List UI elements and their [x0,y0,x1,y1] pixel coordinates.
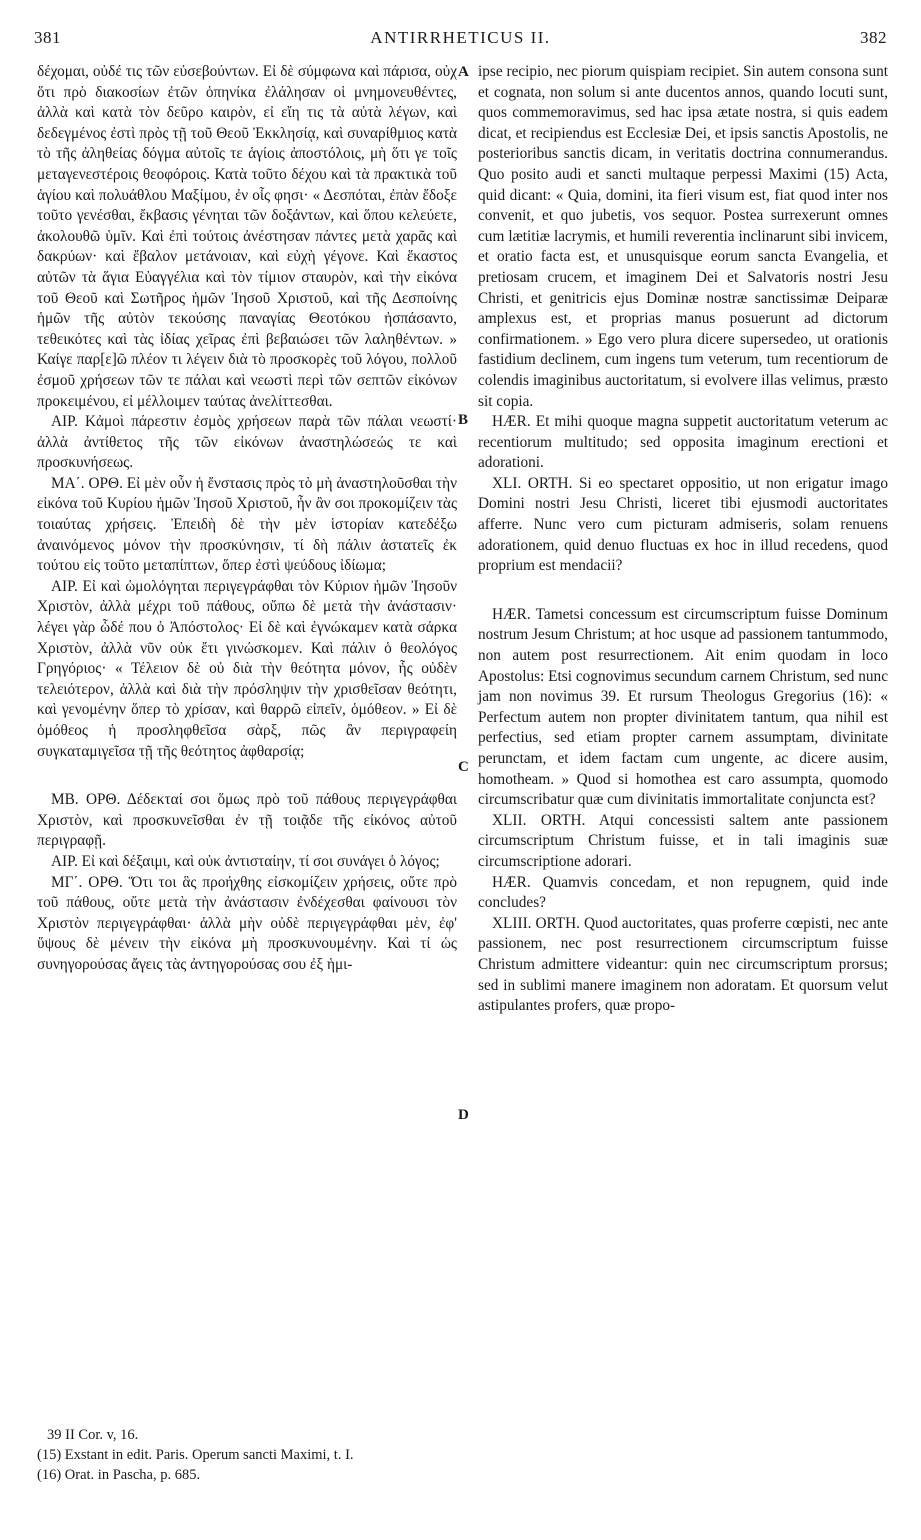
latin-paragraph: HÆR. Quamvis concedam, et non repugnem, quid inde concludes? [478,873,888,912]
greek-column [37,62,457,976]
greek-paragraph: ΑΙΡ. Εἰ καὶ ὡμολόγηται περιγεγράφθαι τὸν Κύριον ἡμῶν Ἰησοῦν Χριστὸν, ἀλλὰ μέχρι τοῦ πάθους, οὔπω δὲ μετὰ τὴν ἀνάστασιν· λέγει γὰρ ὧδέ που ὁ Ἀπόστολος· Εἰ δὲ καὶ ἐγνώκαμεν κατὰ σάρκα Χριστὸν, ἀλλὰ νῦν οὐκ ἔτι γινώσκομεν. Καὶ πάλιν ὁ θεολόγος Γρηγόριος· « Τέλειον δὲ οὐ διὰ τὴν θεότητα μόνον, ἧς οὐδὲν τελειότερον, ἀλλὰ καὶ διὰ τὴν πρόσληψιν τὴν χρισθεῖσαν θεότητι, καὶ γενομένην ὅπερ τὸ χρίσαν, καὶ θαρρῶ εἰπεῖν, ὁμόθεον. » Εἰ δὲ ὁμόθεος ἡ προσληφθεῖσα σὰρξ, πῶς ἂν περιγραφείη συγκαταμιγεῖσα τῇ τῆς θεότητος ἀφθαρσίᾳ; [37,577,457,760]
greek-paragraph: ΜΓ΄. ΟΡΘ. Ὅτι τοι ἃς προήχθης εἰσκομίζειν χρήσεις, οὔτε πρὸ τοῦ πάθους, οὔτε μετὰ τὴν ἀνάστασιν ἐνδέχεσθαι φαίνουσι τὸν Χριστὸν περιγεγράφθαι· ἀλλὰ μὴν οὐδὲ περιγεγράφθαι μὲν, ἐφ' ὕψους δὲ μένειν τὴν εἰκόνα μὴ προσκυνουμένην. Καὶ τί ὡς συνηγορούσας ἄγεις τὰς ἀντηγορούσας σου ἐξ ἡμι- [37,873,457,973]
greek-paragraph: ΜΒ. ΟΡΘ. Δέδεκταί σοι ὅμως πρὸ τοῦ πάθους περιγεγράφθαι Χριστὸν, καὶ προσκυνεῖσθαι ἐν τῇ τοιᾷδε τῆς εἰκόνος αὐτοῦ περιγραφῇ. [37,791,457,850]
greek-paragraph: ΑΙΡ. Εἰ καὶ δέξαιμι, καὶ οὐκ ἀντισταίην, τί σοι συνάγει ὁ λόγος; [51,852,440,870]
greek-paragraph: δέχομαι, οὐδέ τις τῶν εὐσεβούντων. Εἰ δὲ σύμφωνα καὶ πάρισα, οὐχ ὅτι πρὸ διακοσίων ἐτῶν ὁπηνίκα ἐλάλησαν οἱ μνημονευθέντες, ἀλλὰ καὶ κατὰ τὸν δεῦρο καιρὸν, εἰ εἴη τις τὰ αὐτὰ λέγων, καὶ δεδεγμένος ἐστὶ πρὸς τῇ τοῦ Θεοῦ Ἐκκλησίᾳ, καὶ συναρίθμιος κατὰ τὸ τῆς ἀληθείας δόγμα αὐτοῖς τε ἁγίοις ἀποστόλοις, μὴ ὅτι γε τοῖς μεταγενεστέροις θεοφόροις. Κατὰ τοῦτο δέχου καὶ τὰ πρακτικὰ τοῦ ἁγίου καὶ πολυάθλου Μαξίμου, ἐν οἷς φησι· « Δεσπόται, ἐπὰν ἔδοξε τοῦτο γενέσθαι, ἔκβασις γένηται τῶν δοξάντων, καὶ ὅπου κελεύετε, ἀκολουθῶ ὑμῖν. Καὶ ἐπὶ τούτοις ἀνέστησαν πάντες μετὰ χαρᾶς καὶ δακρύων· καὶ ἔβαλον μετάνοιαν, καὶ εὐχὴ γέγονε. Καὶ ἕκαστος αὐτῶν τὰ ἅγια Εὐαγγέλια καὶ τὸν τίμιον σταυρὸν, καὶ τὴν εἰκόνα τοῦ Θεοῦ καὶ Σωτῆρος ἡμῶν Ἰησοῦ Χριστοῦ, καὶ τῆς Δεσποίνης ἡμῶν τῆς αὐτὸν τεκούσης παναγίας Θεοτόκου ἠσπάσαντο, τεθεικότες καὶ τὰς ἰδίας χεῖρας ἐπὶ βεβαιώσει τῶν λαληθέντων. » Καίγε παρ[ε]ῶ πλέον τι λέγειν διὰ τὸ προσκορὲς τοῦ λόγου, πολλοῦ ἐσμοῦ χρήσεων τῶν τε πάλαι καὶ νεωστὶ περὶ τῶν σεπτῶν εἰκόνων προκειμένου, εἰ μέλλοιμεν ταύτας ἀνελίττεσθαι. [37,63,457,410]
latin-paragraph: HÆR. Tametsi concessum est circumscriptum fuisse Dominum nostrum Jesum Christum; at hoc usque ad passionem tantummodo, non autem post resurrectionem. Ait enim quodam in loco Apostolus: Etsi cognovimus secundum carnem Christum, sed nunc jam non novimus 39. Et rursum Theologus Gregorius (16): « Perfectum autem non propter divinitatem tantum, qua nihil est perfectius, sed etiam propter carnem assumptam, divinitate perunctam, et idem factam cum ungente, ac dicere ausim, homotheam. » Quod si homothea est caro assumpta, quomodo circumscribatur quæ cum divinitatis immortalitate conjuncta est? [478,605,888,809]
latin-column [478,62,888,1017]
latin-paragraph: HÆR. Et mihi quoque magna suppetit auctoritatum veterum ac recentiorum multitudo; sed opposita imaginum erectioni et adorationi. [478,413,888,472]
latin-paragraph: XLIII. ORTH. Quod auctoritates, quas proferre cœpisti, nec ante passionem, nec post resurrectionem circumscriptum fuisse Christum admittere videantur: quin nec circumscriptum prorsus; sed in sublimi manere imaginem non adoratam. Et quorsum velut astipulantes profers, quæ propo- [478,914,888,1015]
footnotes [37,1425,354,1485]
latin-paragraph: ipse recipio, nec piorum quispiam recipiet. Sin autem consona sunt et cognata, non solum si ante ducentos annos, quando locuti sunt, quos commemoravimus, sed hac ipsa ætate nostra, si quis eadem dicat, et recipiendus est Ecclesiæ Dei, et ipsis sanctis Apostolis, ne posterioribus sanctis dicam, in veritatis doctrina connumerandus. Quo posito audi et sancti multaque perpessi Maximi (15) Acta, quid dicant: « Quia, domini, ita fieri visum est, fiat quod inter nos convenit, et quo jubetis, vos sequor. Postea surrexerunt omnes cum lætitiæ lacrymis, et humili reverentia inclinarunt sibi invicem, et oratio facta est, et unusquisque eorum sancta Evangelia, et pretiosam crucem, et imaginem Dei et Salvatoris nostri Jesu Christi, et genitricis ejus Dominæ nostræ sanctissimæ Deiparæ amplexus est, et proprias manus posuerunt ad dictorum confirmationem. » Ego vero plura dicere supersedeo, ut orationis fastidium declinem, cum ingens tum veterum, tum recentiorum de colendis imaginibus auctoritatum, si evolvere illas velimus, præsto sit copia. [478,63,888,410]
running-title: ANTIRRHETICUS II. [370,28,551,47]
margin-marker-c: C [458,759,469,775]
margin-marker-a: A [458,64,469,80]
greek-paragraph: ΑΙΡ. Κἀμοὶ πάρεστιν ἐσμὸς χρήσεων παρὰ τῶν πάλαι νεωστί· ἀλλὰ ἀντίθετος τῆς τῶν εἰκόνων ἀναστηλώσεώς τε καὶ προσκυνήσεως. [37,413,457,472]
latin-paragraph: XLI. ORTH. Si eo spectaret oppositio, ut non erigatur imago Domini nostri Jesu Christi, liceret tibi ejusmodi auctoritates afferre. Nunc vero cum picturam admiseris, solam renuens adorationem, quid denuo fluctuas ex hoc in illud recedens, quod proprium est mendacii? [478,474,888,575]
footnote-16: (16) Orat. in Pascha, p. 685. [37,1467,201,1483]
greek-paragraph: ΜΑ΄. ΟΡΘ. Εἰ μὲν οὖν ἡ ἔνστασις πρὸς τὸ μὴ ἀναστηλοῦσθαι τὴν εἰκόνα τοῦ Κυρίου ἡμῶν Ἰησοῦ Χριστοῦ, ἦν ἂν σοι προκομίζειν τὰς τοιαύτας χρήσεις. Ἐπειδὴ δὲ τὴν μὲν ἱστορίαν κατεδέξω ἀναινόμενος μόνον τὴν προσκύνησιν, τί δὴ πάλιν ἀστατεῖς ἐκ τούτου εἰς τοῦτο μεταπίπτων, ὅπερ ἐστὶ ψεύδους ἰδίωμα; [37,474,457,575]
latin-paragraph: XLII. ORTH. Atqui concessisti saltem ante passionem circumscriptum Christum fuisse, et in tali imaginis suæ circumscriptione adorari. [478,811,888,870]
right-page-number: 382 [860,28,887,47]
footnote-15: (15) Exstant in edit. Paris. Operum sancti Maximi, t. I. [37,1447,354,1463]
scripture-footnote: 39 II Cor. v, 16. [47,1427,139,1443]
left-page-number: 381 [34,28,61,47]
margin-marker-b: B [458,412,469,428]
margin-marker-d: D [458,1107,469,1123]
